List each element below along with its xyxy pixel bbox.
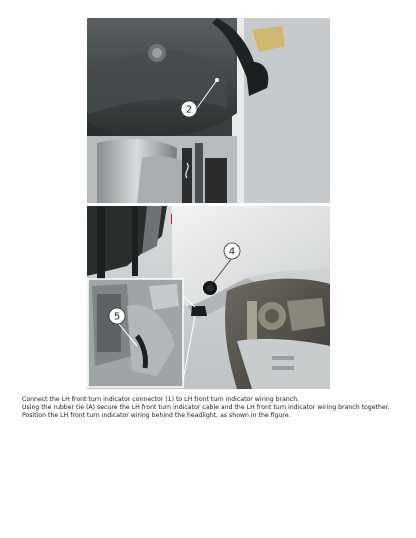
- photo-wiring-routing: [87, 206, 330, 389]
- callout-2: [181, 101, 197, 117]
- svg-text:2: 2: [185, 104, 193, 116]
- instruction-line-position: Position the LH front turn indicator wiring behind the headlight, as shown in the figure.: [22, 412, 291, 420]
- photo-wiring-routing-image: [87, 206, 330, 389]
- instruction-line-rubber-tie: Using the rubber tie (A) secure the LH front turn indicator cable and the LH front turn indicator wiring branch together.: [22, 404, 390, 412]
- photo-headlight-area-image: [87, 18, 330, 203]
- svg-text:5: 5: [113, 311, 121, 323]
- photo-headlight-area: [87, 18, 330, 203]
- svg-text:4: 4: [228, 246, 236, 258]
- callout-5: [109, 308, 125, 324]
- callout-4: [224, 243, 240, 259]
- instruction-caption: [22, 396, 402, 421]
- instruction-line-connect: Connect the LH front turn indicator connector (1) to LH front turn indicator wiring branch.: [22, 396, 300, 403]
